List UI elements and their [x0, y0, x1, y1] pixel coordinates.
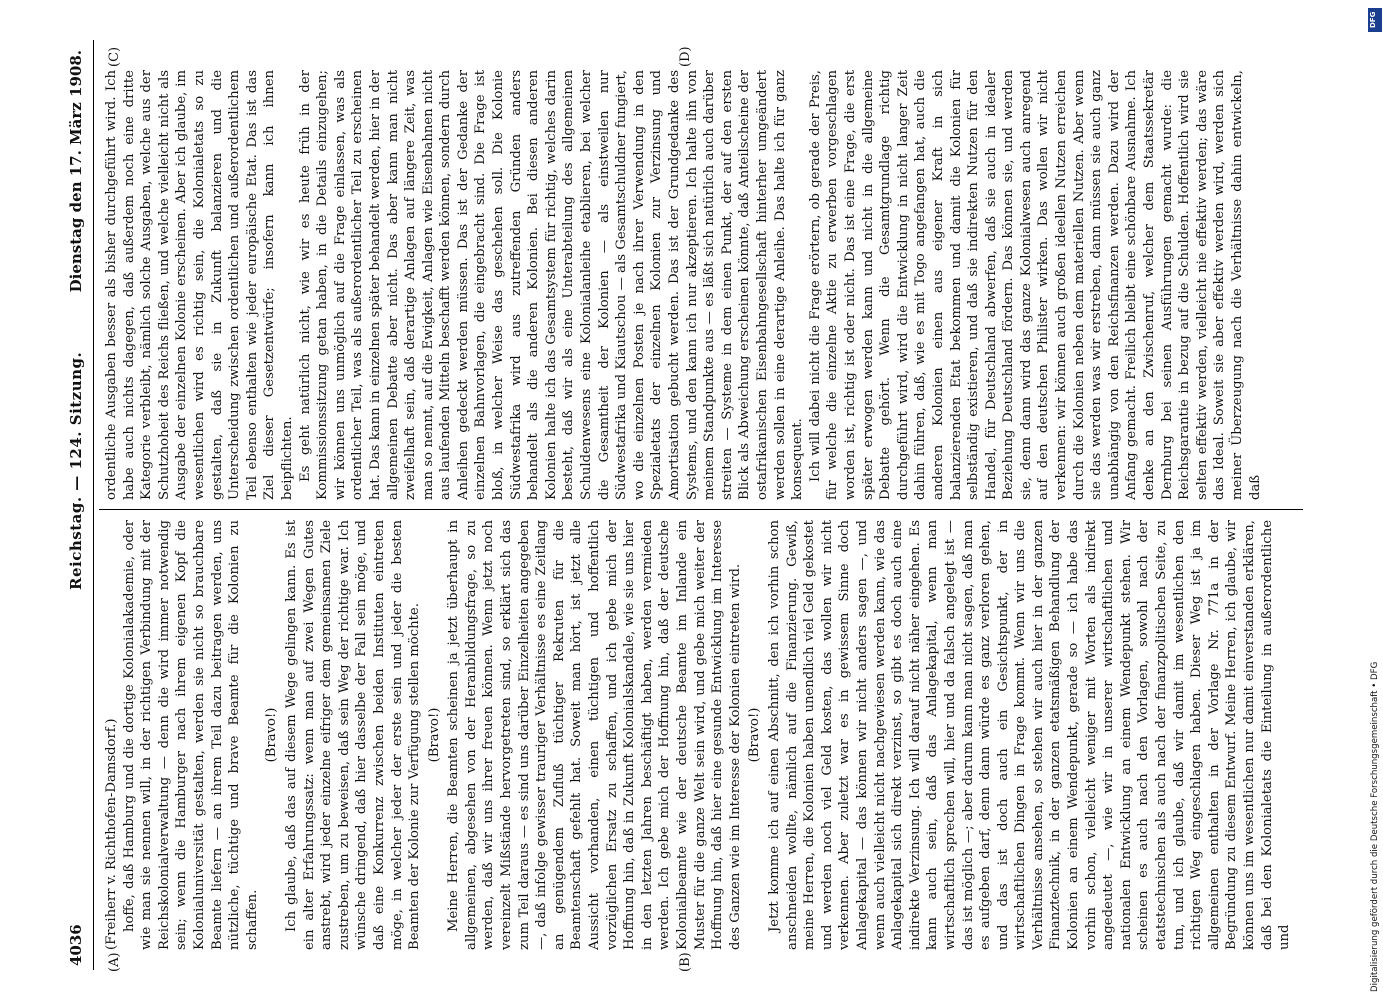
- bravo-remark: (Bravo!): [426, 707, 442, 763]
- margin-letter-b: (B): [678, 952, 693, 972]
- bravo-remark: (Bravo!): [747, 707, 763, 763]
- running-header: [63, 40, 91, 970]
- paragraph: Meine Herren, die Beamten scheinen ja jetzt überhaupt in allgemeinen, abgesehen von der Heranbildungsfrage, so zu werden, daß wir uns ihrer freuen können. Wenn jetzt noch vereinzelt Mißstände hervorgetreten sind, so erklärt sich das zum Teil daraus — es sind uns darüber Einzelheiten angegeben —, daß infolge gewisser trauriger Verhältnisse es eine Zeitlang an genügendem Zufluß tüchtiger Rekruten für die Beamtenschaft gefehlt hat. Soweit man hört, ist jetzt alle Aussicht vorhanden, einen tüchtigen und hoffentlich vorzüglichen Ersatz zu schaffen, und ich gebe mich der Hoffnung hin, daß in Zukunft Kolonialskandale, wie sie uns hier in den letzten Jahren beschäftigt haben, werden vermieden werden. Ich gebe mich der Hoffnung hin, daß der deutsche Kolonialbeamte wie der deutsche Beamte im Inlande ein Muster für die ganze Welt sein wird, und gebe mich weiter der Hoffnung hin, daß hier eine gesunde Entwicklung im Interesse des Ganzen wie im Interesse der Kolonien eintreten wird.: [446, 520, 743, 950]
- dfg-logo: [1368, 8, 1382, 32]
- paragraph: Ich glaube, daß das auf diesem Wege gelingen kann. Es ist ein alter Erfahrungssatz: wenn man auf zwei Wegen Gutes anstrebt, wird jeder einzelne eifriger dem gemeinsamen Ziele zustreben, um zu beweisen, daß sein Weg der richtige war. Ich wünsche dringend, daß hier dasselbe der Fall sein möge, und daß eine Konkurrenz zwischen beiden Instituten eintreten möge, in welcher jeder der erste sein und jeder die besten Beamten der Kolonie zur Verfügung stellen möchte.: [283, 520, 423, 950]
- paragraph: hoffe, daß Hamburg und die dortige Kolonialakademie, oder wie man sie nennen will, in der richtigen Verbindung mit der Reichskolonialverwaltung — denn die wird immer notwendig sein; wenn die Hamburger nach ihrem eigenen Kopf die Kolonialuniversität gestalten, werden sie nicht so brauchbare Beamte liefern — an ihrem Teil dazu beitragen werden, uns nützliche, tüchtige und brave Beamte für die Kolonien zu schaffen.: [121, 520, 260, 950]
- bravo-remark: (Bravo!): [264, 707, 280, 763]
- margin-letter-a: (A): [107, 952, 122, 972]
- session-date: Dienstag den 17. März 1908.: [67, 50, 85, 293]
- dfg-logo-text: DFG: [1369, 11, 1377, 28]
- margin-letter-c: (C): [107, 46, 122, 67]
- right-column: [103, 70, 1303, 500]
- margin-letter-d: (D): [678, 46, 693, 67]
- paragraph: Ich will dabei nicht die Frage erörtern, ob gerade der Preis, für welche die einzelne Aktie zu erwerben vorgeschlagen worden ist, richtig ist oder nicht. Das ist eine Frage, die erst später erwogen werden kann und nicht in die allgemeine Debatte gehört. Wenn die Gesamtgrundlage richtig durchgeführt wird, wird die Entwicklung in nicht langer Zeit dahin führen, daß, wie es mit Togo angefangen hat, auch die anderen Kolonien einen aus eigener Kraft in sich balanzierenden Etat bekommen und damit die Kolonien für selbständig existieren, und daß sie indirekten Nutzen für den Handel, für Deutschland abwerfen, daß sie auch in idealer Beziehung Deutschland fördern. Das können sie, und werden sie, denn dann wird das ganze Kolonialwesen auch anregend auf den deutschen Philister wirken. Das wollen wir nicht verkennen: wir können auch großen ideellen Nutzen erreichen durch die Kolonien neben dem materiellen Nutzen. Aber wenn sie das werden was wir erstreben, dann müssen sie auch ganz unabhängig von den Reichsfinanzen werden. Dazu wird der Anfang gemacht. Freilich bleibt eine schönbare Ausnahme. Ich denke an den Zwischenruf, welcher dem Staatssekretär Dernburg bei seinen Ausführungen gemacht wurde: die Reichsgarantie in bezug auf die Schulden. Hoffentlich wird sie selten effektiv werden, vielleicht nie effektiv werden; das wäre das Ideal. Soweit sie aber effektiv werden wird, werden sich meiner Überzeugung nach die Verhältnisse dahin entwickeln, daß: [807, 70, 1263, 500]
- digitization-credit: Digitalisierung gefördert durch die Deutsche Forschungsgemeinschaft • DFG: [1370, 661, 1380, 992]
- paragraph: Es geht natürlich nicht, wie wir es heute früh in der Kommissionssitzung getan haben, in die Details einzugehen; wir können uns unmöglich auf die Frage einlassen, was als ordentlicher Teil, was als außerordentlicher Teil zu erscheinen hat. Das kann in einzelnen später behandelt werden, hier in der allgemeinen Debatte aber nicht. Das aber kann man nicht zweifelhaft sein, daß derartige Anlagen auf längere Zeit, was man so nennt, auf die Ewigkeit, Anlagen wie Eisenbahnen nicht aus laufenden Mitteln beschafft werden können, sondern durch Anleihen gedeckt werden müssen. Das ist der Gedanke der einzelnen Bahnvorlagen, die eingebracht sind. Die Frage ist bloß, in welcher Weise das geschehen soll. Die Kolonie Südwestafrika wird aus zutreffenden Gründen anders behandelt als die anderen Kolonien. Bei diesen anderen Kolonien halte ich das Gesamtsystem für richtig, welches darin besteht, daß wir als eine Unterabteilung des allgemeinen Schuldenwesens eine Kolonialanleihe etablieren, bei welcher die Gesamtheit der Kolonien — als einstweilen nur Südwestafrika und Kiautschou — als Gesamtschuldner fungiert, wo die einzelnen Posten je nach ihrer Verwendung in den Spezialetats der einzelnen Kolonien zur Verzinsung und Amortisation gebucht werden. Das ist der Grundgedanke des Systems, und den kann ich nur akzeptieren. Ich halte ihn von meinem Standpunkte aus — es läßt sich natürlich auch darüber streiten — Systeme in dem einen Punkt, der auf den ersten Blick als Abweichung erscheinen könnte, daß Anteilscheine der ostafrikanischen Eisenbahngesellschaft hinterher umgeändert werden sollen in eine derartige Anleihe. Das halte ich für ganz konsequent.: [297, 70, 806, 500]
- rotated-page: [63, 40, 1303, 970]
- session-title: Reichstag. — 124. Sitzung.: [67, 351, 85, 590]
- header-rule: [93, 40, 94, 970]
- column-rule: [99, 509, 1303, 510]
- paragraph: ordentliche Ausgaben besser als bisher durchgeführt wird. Ich habe auch nichts dagegen, daß außerdem noch eine dritte Kategorie verbleibt, nämlich solche Ausgaben, welche aus der Schutzhoheit des Reichs fließen, und welche vielleicht nicht als Ausgabe der einzelnen Kolonie erscheinen. Aber ich glaube, im wesentlichen wird es richtig sein, die Kolonialetats so zu gestalten, daß sie in Zukunft balanzieren und die Unterscheidung zwischen ordentlichen und außerordentlichem Teil ebenso enthalten wie jeder europäische Etat. Das ist das Ziel dieser Gesetzentwürfe; insofern kann ich ihnen beipflichten.: [104, 70, 295, 500]
- page-number: 4036: [67, 924, 85, 966]
- left-column: [103, 520, 1303, 950]
- speaker-line: (Freiherr v. Richthofen-Damsdorf.): [104, 718, 119, 950]
- paragraph: Jetzt komme ich auf einen Abschnitt, den ich vorhin schon anschneiden wollte, nämlich auf die Finanzierung. Gewiß, meine Herren, die Kolonien haben unendlich viel Geld gekostet und werden noch viel Geld kosten, das wollen wir nicht verkennen. Aber zuletzt war es in gewissem Sinne doch Anlagekapital — das können wir nicht anders sagen —, und wenn auch vielleicht nicht nachgewiesen werden kann, wie das Anlagekapital sich direkt verzinst, so gibt es doch auch eine indirekte Verzinsung. Ich will darauf nicht näher eingehen. Es kann auch sein, daß das Anlagekapital, wenn man wirtschaftlich sprechen will, hier und da falsch angelegt ist — das ist möglich —; aber darum kann man nicht sagen, daß man es aufgeben darf, denn dann würde es ganz verloren gehen, und das ist doch auch ein Gesichtspunkt, der in wirtschaftlichen Dingen in Frage kommt. Wenn wir uns die Verhältnisse ansehen, so stehen wir auch hier in der ganzen Finanztechnik, in der ganzen etatsmäßigen Behandlung der Kolonien an einem Wendepunkt, gerade so — ich habe das vorhin schon, vielleicht weniger mit Worten als indirekt angedeutet —, wie wir in unserer wirtschaftlichen und nationalen Entwicklung an einem Wendepunkt stehen. Wir scheinen es auch nach den Vorlagen, sowohl nach der etatstechnischen als auch nach der finanzpolitischen Seite, zu tun, und ich glaube, daß wir damit im wesentlichen den richtigen Weg eingeschlagen haben. Dieser Weg ist ja im allgemeinen enthalten in der Vorlage Nr. 771a in der Begründung zu diesem Entwurf. Meine Herren, ich glaube, wir können uns im wesentlichen nur damit einverstanden erklären, daß bei den Kolonialetats die Einteilung in außerordentliche und: [766, 520, 1293, 950]
- digitization-credit-bar: [1368, 8, 1382, 992]
